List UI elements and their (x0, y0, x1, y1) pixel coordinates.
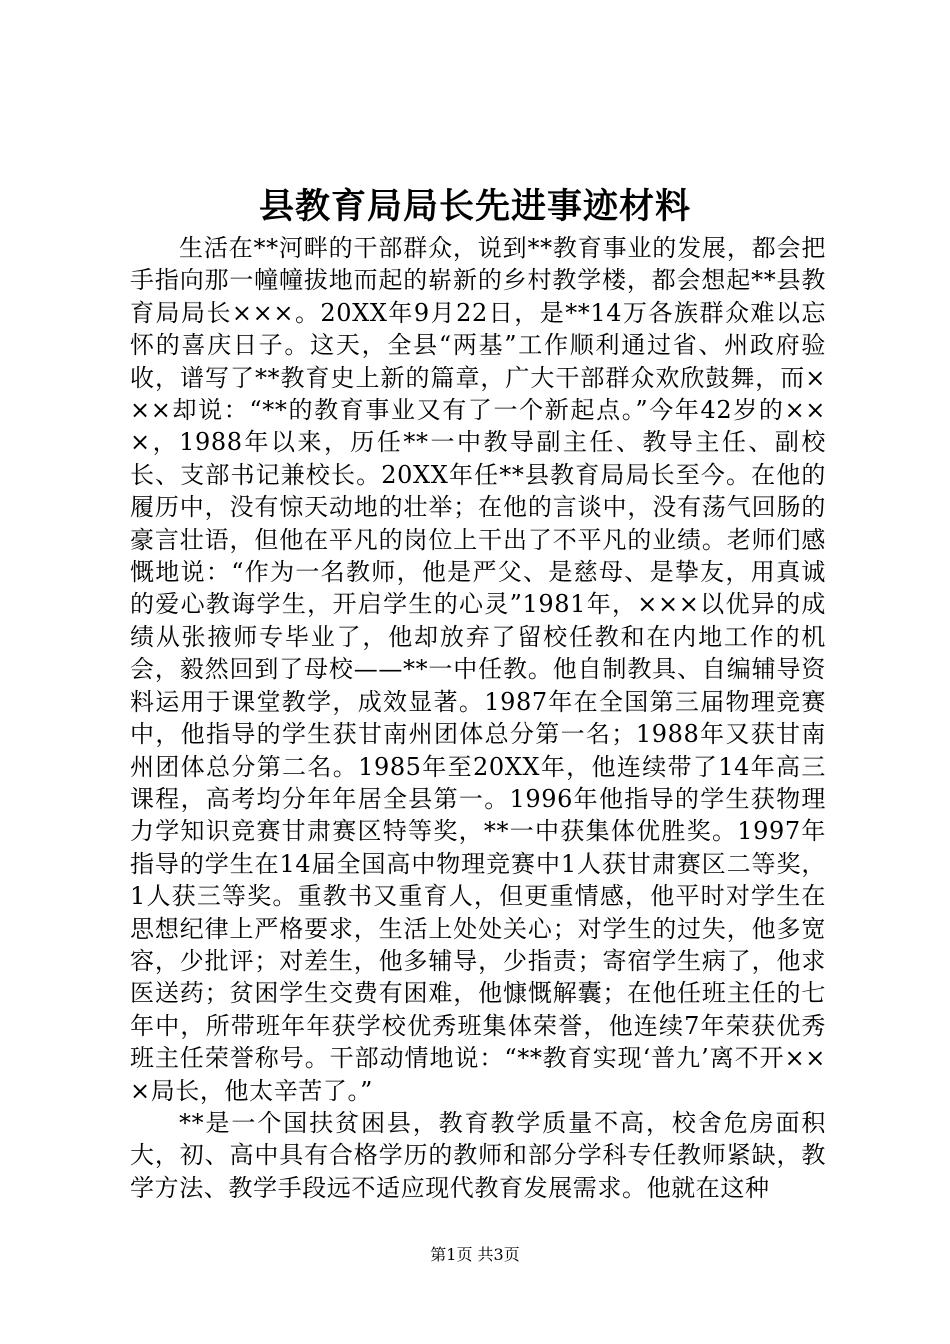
page-footer: 第1页 共3页 (430, 1245, 520, 1264)
document-title: 县教育局局长先进事迹材料 (258, 186, 691, 227)
body-paragraph-1: 生活在**河畔的干部群众，说到**教育事业的发展，都会把手指向那一幢幢拔地而起的崭新的乡村教学楼，都会想起**县教育局局长×××。20XX年9月22日，是**14万各族群众难以忘怀的喜庆日子。这天，全县“两基”工作顺利通过省、州政府验收，谱写了**教育史上新的篇章，广大干部群众欢欣鼓舞，而×××却说：“**的教育事业又有了一个新起点。”今年42岁的×××，1988年以来，历任**一中教导副主任、教导主任、副校长、支部书记兼校长。20XX年任**县教育局局长至今。在他的履历中，没有惊天动地的壮举；在他的言谈中，没有荡气回肠的豪言壮语，但他在平凡的岗位上干出了不平凡的业绩。老师们感慨地说：“作为一名教师，他是严父、是慈母、是挚友，用真诚的爱心教诲学生，开启学生的心灵”1981年，×××以优异的成绩从张掖师专毕业了，他却放弃了留校任教和在内地工作的机会，毅然回到了母校——**一中任教。他自制教具、自编辅导资料运用于课堂教学，成效显著。1987年在全国第三届物理竞赛中，他指导的学生获甘南州团体总分第一名；1988年又获甘南州团体总分第二名。1985年至20XX年，他连续带了14年高三课程，高考均分年年居全县第一。1996年他指导的学生获物理力学知识竞赛甘肃赛区特等奖，**一中获集体优胜奖。1997年指导的学生在14届全国高中物理竞赛中1人获甘肃赛区二等奖，1人获三等奖。重教书又重育人，但更重情感，他平时对学生在思想纪律上严格要求，生活上处处关心；对学生的过失，他多宽容，少批评；对差生，他多辅导，少指责；寄宿学生病了，他求医送药；贫困学生交费有困难，他慷慨解囊；在他任班主任的七年中，所带班年年获学校优秀班集体荣誉，他连续7年荣获优秀班主任荣誉称号。干部动情地说：“**教育实现‘普九’离不开×××局长，他太辛苦了。” (130, 234, 826, 1105)
document-body (130, 232, 826, 1204)
body-paragraph-2: **是一个国扶贫困县，教育教学质量不高，校舍危房面积大，初、高中具有合格学历的教师和部分学科专任教师紧缺，教学方法、教学手段远不适应现代教育发展需求。他就在这种 (130, 1108, 826, 1202)
